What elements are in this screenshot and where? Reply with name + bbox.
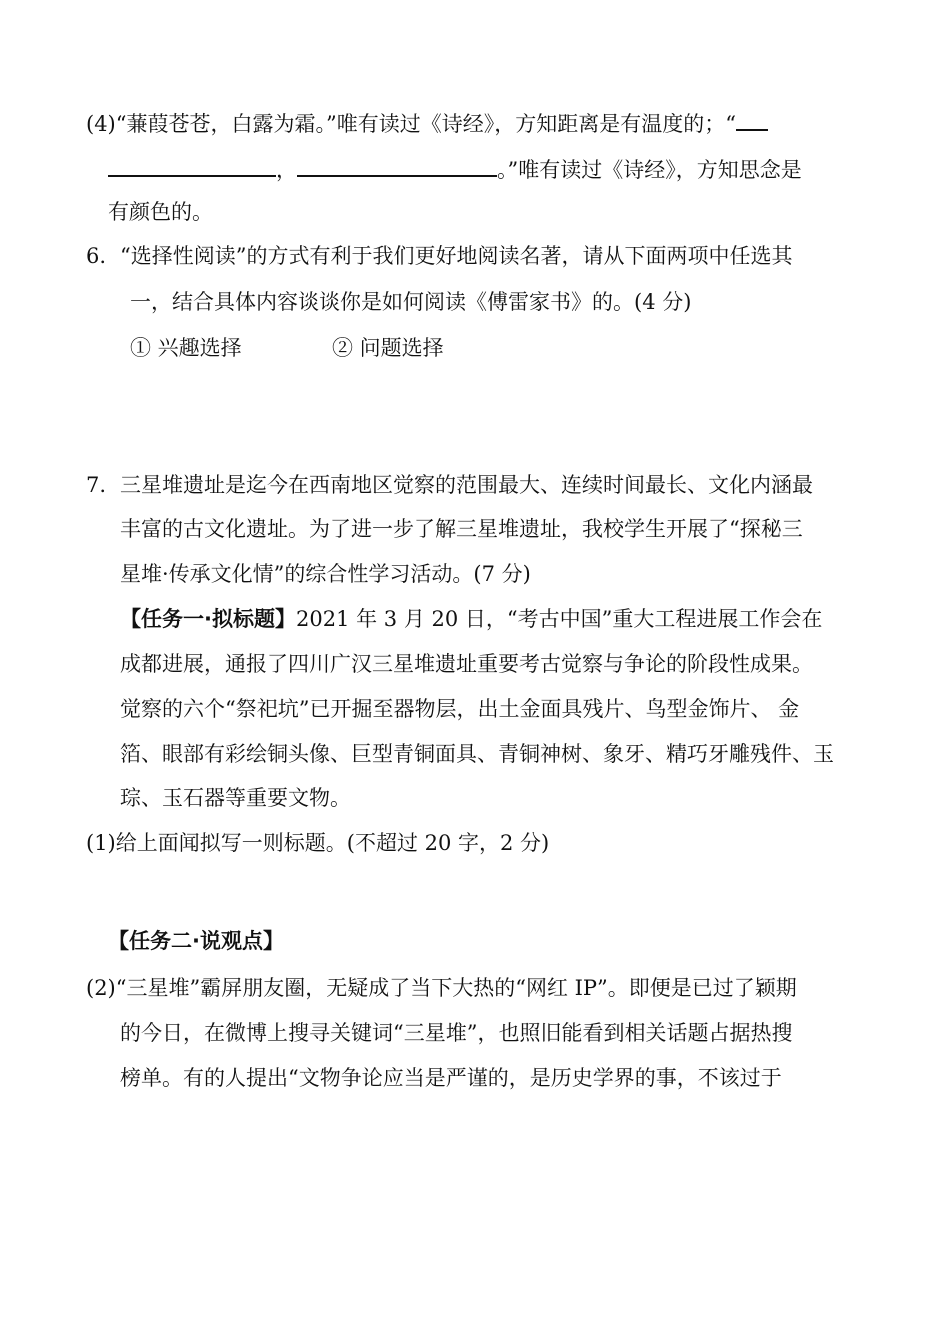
- subquestion-1: (1)给上面闻拟写一则标题。(不超过 20 字，2 分): [86, 831, 550, 855]
- q5-4-sep: ，: [276, 158, 297, 182]
- task1-line2: 成都进展，通报了四川广汉三星堆遗址重要考古觉察与争论的阶段性成果。: [120, 652, 813, 676]
- q7-number: 7.: [86, 473, 107, 497]
- answer-blank-1a[interactable]: [736, 107, 768, 131]
- q5-4-line2: [108, 153, 802, 185]
- subquestion-2-line3: 榜单。有的人提出“文物争论应当是严谨的，是历史学界的事，不该过于: [120, 1066, 782, 1090]
- q5-4-end: 。”唯有读过《诗经》，方知思念是: [497, 158, 802, 182]
- q6-number: 6.: [86, 244, 107, 268]
- subquestion-2-line2: 的今日，在微博上搜寻关键词“三星堆”，也照旧能看到相关话题占据热搜: [120, 1021, 793, 1045]
- q7-intro-line1: 三星堆遗址是迄今在西南地区觉察的范围最大、连续时间最长、文化内涵最: [120, 473, 813, 497]
- task1-line5: 琮、玉石器等重要文物。: [120, 786, 351, 810]
- task1-line4: 箔、眼部有彩绘铜头像、巨型青铜面具、青铜神树、象牙、精巧牙雕残件、玉: [120, 742, 834, 766]
- q7-intro-line2: 丰富的古文化遗址。为了进一步了解三星堆遗址，我校学生开展了“探秘三: [120, 517, 803, 541]
- q6-option-2: ② 问题选择: [332, 336, 444, 360]
- task1-line1: [120, 604, 822, 634]
- subquestion-2-line1: (2)“三星堆”霸屏朋友圈，无疑成了当下大热的“网红 IP”。即便是已过了颖期: [86, 976, 797, 1000]
- answer-blank-2[interactable]: [297, 153, 497, 177]
- task1-text-1: 2021 年 3 月 20 日，“考古中国”重大工程进展工作会在: [295, 607, 823, 631]
- task1-line3: 觉察的六个“祭祀坑”已开掘至器物层，出土金面具残片、鸟型金饰片、 金: [120, 697, 800, 721]
- task2-title: 【任务二·说观点】: [108, 929, 284, 953]
- q5-4-line1: [86, 107, 768, 139]
- answer-blank-1b[interactable]: [108, 153, 276, 177]
- q7-intro-line3: 星堆·传承文化情”的综合性学习活动。(7 分): [120, 562, 531, 586]
- task1-title: 【任务一·拟标题】: [120, 607, 296, 631]
- q6-line2: 一，结合具体内容谈谈你是如何阅读《傅雷家书》的。(4 分): [130, 290, 692, 314]
- q6-option-1: ① 兴趣选择: [130, 336, 242, 360]
- q5-4-text: (4)“蒹葭苍苍，白露为霜。”唯有读过《诗经》，方知距离是有温度的；“: [86, 112, 736, 136]
- q5-4-line3: 有颜色的。: [108, 200, 213, 224]
- q6-line1: “选择性阅读”的方式有利于我们更好地阅读名著，请从下面两项中任选其: [120, 244, 793, 268]
